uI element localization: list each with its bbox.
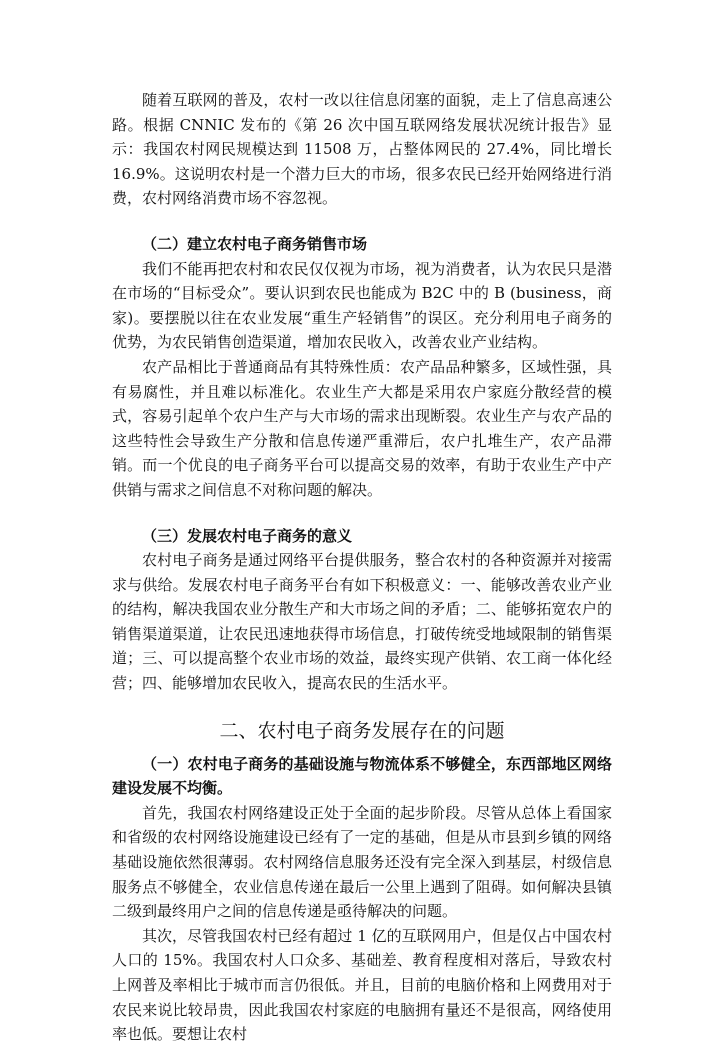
heading-significance: （三）发展农村电子商务的意义	[142, 526, 353, 545]
heading-infrastructure: （一）农村电子商务的基础设施与物流体系不够健全，东西部地区网络建设发展不均衡。	[112, 754, 612, 798]
paragraph-agricultural-products: 农产品相比于普通商品有其特殊性质：农产品品种繁多，区域性强，具有易腐性，并且难以标准化。农业生产大都是采用农户家庭分散经营的模式，容易引起单个农户生产与大市场的需求出现断裂。农业生产与农产品的这些特性会导致生产分散和信息传递严重滞后，农户扎堆生产，农产品滞销。而一个优良的电子商务平台可以提高交易的效率，有助于农业生产中产供销与需求之间信息不对称问题的解决。	[112, 357, 612, 499]
paragraph-network-construction: 首先，我国农村网络建设正处于全面的起步阶段。尽管从总体上看国家和省级的农村网络设施建设已经有了一定的基础，但是从市县到乡镇的网络基础设施依然很薄弱。农村网络信息服务还没有完全深入到基层，村级信息服务点不够健全，农业信息传递在最后一公里上遇到了阻碍。如何解决县镇二级到最终用户之间的信息传递是亟待解决的问题。	[112, 803, 612, 921]
paragraph-internet-users: 其次，尽管我国农村已经有超过 1 亿的互联网用户，但是仅占中国农村人口的 15%。我国农村人口众多、基础差、教育程度相对落后，导致农村上网普及率相比于城市而言仍很低。并且，目前的电脑价格和上网费用对于农民来说比较昂贵，因此我国农村家庭的电脑拥有量还不是很高，网络使用率也低。要想让农村	[112, 926, 612, 1044]
heading-rural-ecommerce-market: （二）建立农村电子商务销售市场	[142, 234, 368, 253]
paragraph-farmers-as-merchants: 我们不能再把农村和农民仅仅视为市场，视为消费者，认为农民只是潜在市场的“目标受众”。要认识到农民也能成为 B2C 中的 B (business，商家)。要摆脱以往在农业发展“重生产轻销售”的误区。充分利用电子商务的优势，为农民销售创造渠道，增加农民收入，改善农业产业结构。	[112, 259, 612, 352]
paragraph-significance: 农村电子商务是通过网络平台提供服务，整合农村的各种资源并对接需求与供给。发展农村电子商务平台有如下积极意义：一、能够改善农业产业的结构，解决我国农业分散生产和大市场之间的矛盾；二、能够拓宽农户的销售渠道渠道，让农民迅速地获得市场信息，打破传统受地域限制的销售渠道；三、可以提高整个农业市场的效益，最终实现产供销、农工商一体化经营；四、能够增加农民收入，提高农民的生活水平。	[112, 551, 612, 693]
document-page	[112, 88, 612, 1047]
section-title-problems: 二、农村电子商务发展存在的问题	[219, 719, 505, 742]
paragraph-internet-popularization: 随着互联网的普及，农村一改以往信息闭塞的面貌，走上了信息高速公路。根据 CNNIC 发布的《第 26 次中国互联网络发展状况统计报告》显示：我国农村网民规模达到 11508 万，占整体网民的 27.4%，同比增长 16.9%。这说明农村是一个潜力巨大的市场，很多农民已经开始网络进行消费，农村网络消费市场不容忽视。	[112, 91, 612, 208]
